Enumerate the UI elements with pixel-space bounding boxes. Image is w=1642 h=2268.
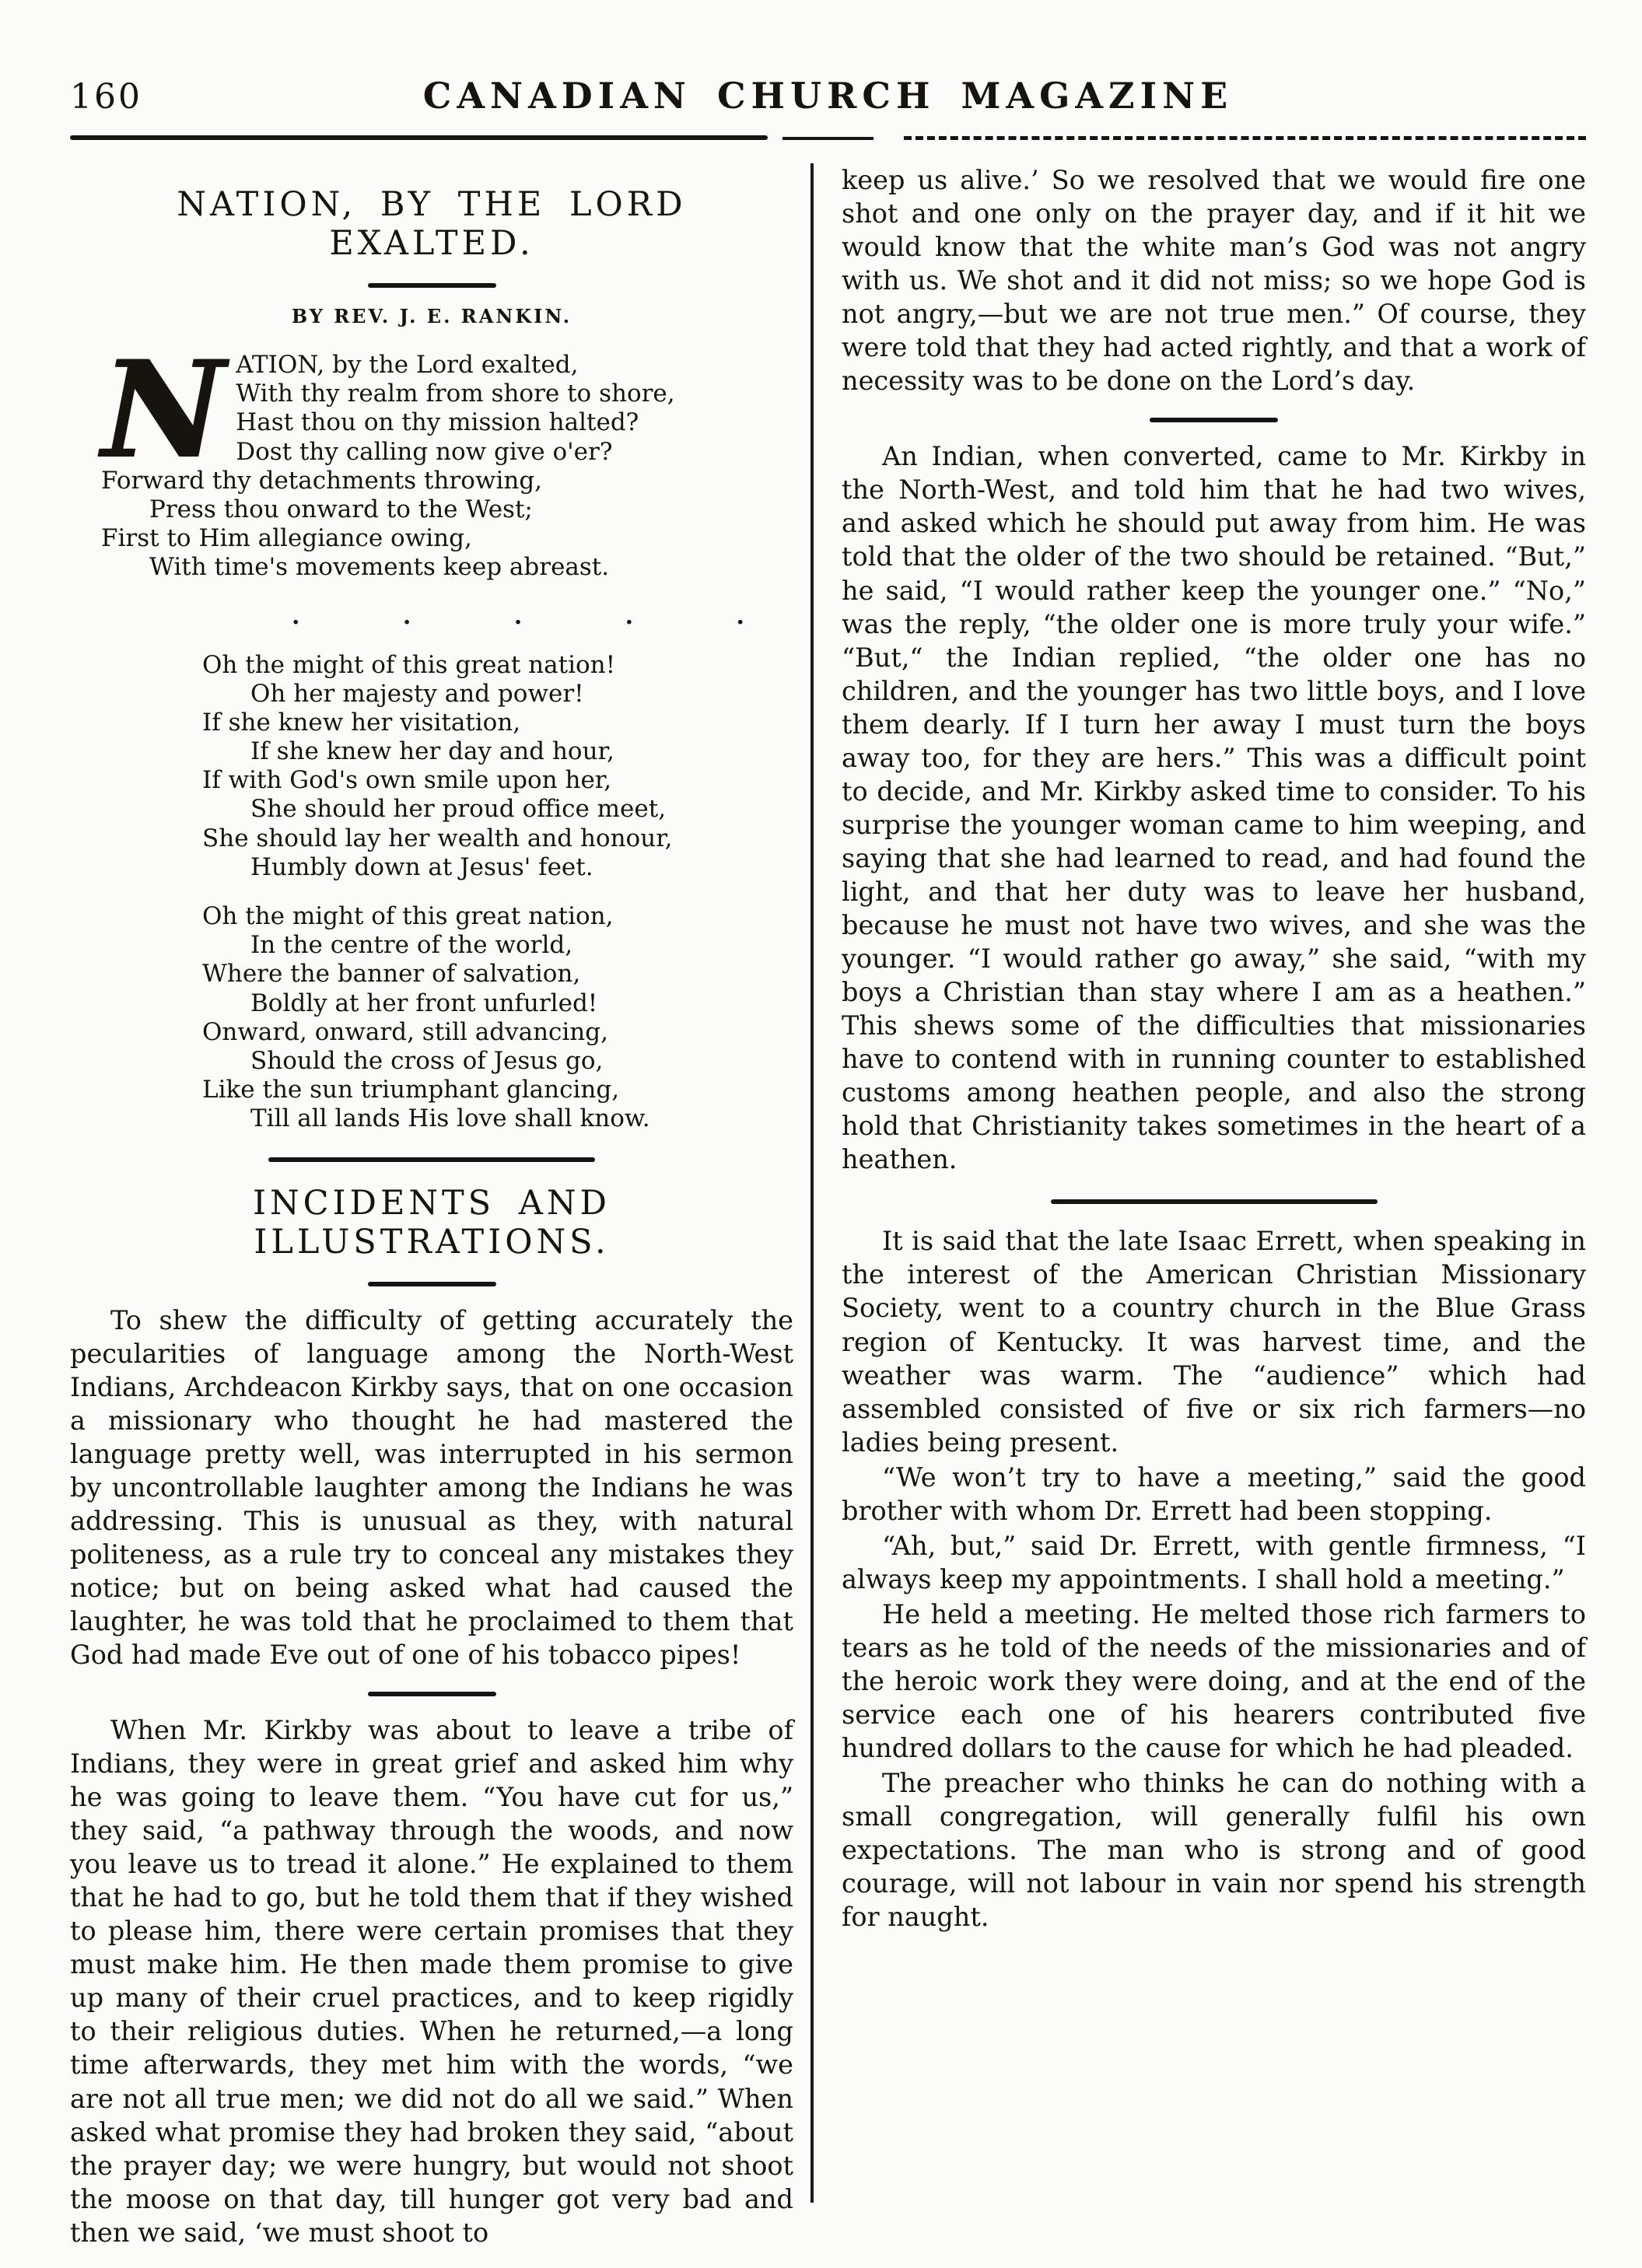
header-rule-right	[904, 136, 1586, 140]
two-column-layout	[70, 163, 1586, 2249]
poem-line: She should lay her wealth and honour,	[202, 824, 673, 852]
page-header	[70, 75, 1586, 117]
poem-line: In the centre of the world,	[250, 931, 573, 960]
paragraph: “Ah, but,” said Dr. Errett, with gentle firmness, “I always keep my appointments. I shall hold a meeting.”	[842, 1530, 1586, 1594]
poem-line: Press thou onward to the West;	[149, 495, 533, 523]
poem-line: Where the banner of salvation,	[202, 960, 581, 989]
poem-title: NATION, BY THE LORD EXALTED.	[177, 185, 687, 263]
poem-line: Should the cross of Jesus go,	[250, 1046, 604, 1075]
poem-stanza-3	[202, 902, 793, 1134]
section-rule	[368, 1692, 496, 1696]
section-rule	[1051, 1199, 1378, 1204]
poem-line: If she knew her visitation,	[202, 708, 521, 737]
poem-stanza-2	[202, 651, 793, 883]
poem-line: Oh the might of this great nation,	[202, 902, 614, 930]
poem-byline: BY REV. J. E. RANKIN.	[291, 305, 572, 327]
poem-line: Like the sun triumphant glancing,	[202, 1076, 620, 1104]
section-rule	[268, 1157, 595, 1162]
incidents-title: INCIDENTS AND ILLUSTRATIONS.	[253, 1183, 611, 1262]
left-column	[70, 163, 810, 2249]
poem-line: Dost thy calling now give o'er?	[236, 437, 613, 466]
poem	[70, 331, 793, 1134]
poem-line: First to Him allegiance owing,	[101, 524, 472, 553]
poem-line: Forward thy detachments throwing,	[101, 466, 543, 495]
stanza-separator-dots: . . . . .	[292, 602, 746, 630]
poem-line: With thy realm from shore to shore,	[236, 380, 675, 408]
page-number: 160	[70, 77, 142, 117]
header-rule-left	[70, 135, 768, 140]
poem-line: Oh her majesty and power!	[250, 679, 584, 708]
header-rule	[70, 134, 1586, 145]
paragraph: To shew the difficulty of getting accurately the pecularities of language among the North-West Indians, Archdeacon Kirkby says, that on one occasion a missionary who thought he had mastered the language pretty well, was interrupted in his sermon by uncontrollable laughter among the Indians he was addressing. This is unusual as they, with natural politeness, as a rule try to conceal any mistakes they notice; but on being asked what had caused the laughter, he was told that he proclaimed to them that God had made Eve out of one of his tobacco pipes!	[70, 1304, 793, 1670]
poem-line: If she knew her day and hour,	[250, 737, 614, 766]
poem-line: If with God's own smile upon her,	[202, 766, 612, 795]
poem-line: ATION, by the Lord exalted,	[236, 351, 579, 379]
paragraph: “We won’t try to have a meeting,” said the good brother with whom Dr. Errett had been stopping.	[842, 1461, 1586, 1526]
poem-line: She should her proud office meet,	[250, 795, 667, 824]
title-rule	[368, 283, 496, 288]
paragraph: keep us alive.’ So we resolved that we would fire one shot and one only on the prayer day, and if it hit we would know that the white man’s God was not angry with us. We shot and it did not miss; so we hope God is not angry,—but we are not true men.” Of course, they were told that they had acted rightly, and that a work of necessity was to be done on the Lord’s day.	[842, 165, 1586, 397]
poem-line: Boldly at her front unfurled!	[250, 989, 598, 1017]
magazine-title: CANADIAN CHURCH MAGAZINE	[422, 75, 1234, 117]
paragraph: He held a meeting. He melted those rich farmers to tears as he told of the needs of the missionaries and of the heroic work they were doing, and at the end of the service each one of his hearers contributed five hundred dollars to the cause for which he had pleaded.	[842, 1598, 1586, 1764]
header-rule-mid	[782, 137, 874, 140]
poem-line: Oh the might of this great nation!	[202, 650, 616, 679]
right-column	[814, 163, 1586, 2249]
poem-line: Onward, onward, still advancing,	[202, 1017, 608, 1046]
section-rule	[1150, 418, 1278, 422]
title-rule	[368, 1282, 496, 1286]
paragraph: When Mr. Kirkby was about to leave a tribe of Indians, they were in great grief and asked him why he was going to leave them. “You have cut for us,” they said, “a pathway through the woods, and now you leave us to tread it alone.” He explained to them that he had to go, but he told them that if they wished to please him, there were certain promises that they must make him. He then made them promise to give up many of their cruel practices, and to keep rigidly to their religious duties. When he returned,—a long time afterwards, they met him with the words, “we are not all true men; we did not do all we said.” When asked what promise they had broken they said, “about the prayer day; we were hungry, but would not shoot the moose on that day, till hunger got very bad and then we said, ‘we must shoot to	[70, 1715, 793, 2248]
paragraph: It is said that the late Isaac Errett, when speaking in the interest of the American Christian Missionary Society, went to a country church in the Blue Grass region of Kentucky. It was harvest time, and the weather was warm. The “audience” which had assembled consisted of five or six rich farmers—no ladies being present.	[842, 1226, 1586, 1458]
paragraph: The preacher who thinks he can do nothing with a small congregation, will generally fulfil his own expectations. The man who is strong and of good courage, will not labour in vain nor spend his strength for naught.	[842, 1768, 1586, 1933]
poem-stanza-1	[101, 331, 793, 583]
poem-line: Hast thou on thy mission halted?	[236, 408, 639, 437]
poem-line: With time's movements keep abreast.	[149, 553, 610, 582]
poem-line: Humbly down at Jesus' feet.	[250, 852, 593, 881]
poem-drop-cap: N	[101, 331, 224, 488]
poem-line: Till all lands His love shall know.	[250, 1104, 650, 1133]
paragraph: An Indian, when converted, came to Mr. Kirkby in the North-West, and told him that he had two wives, and asked which he should put away from him. He was told that the older of the two should be retained. “But,” he said, “I would rather keep the younger one.” “No,” was the reply, “the older one is more truly your wife.” “But,“ the Indian replied, “the older one has no children, and the younger has two little boys, and I love them dearly. If I turn her away I must turn the boys away too, for they are hers.” This was a difficult point to decide, and Mr. Kirkby asked time to consider. To his surprise the younger woman came to him weeping, and saying that she had learned to read, and had found the light, and that her duty was to leave her husband, because he must not have two wives, and she was the younger. “I would rather go away,” she said, “with my boys a Christian than stay where I am as a heathen.” This shews some of the difficulties that missionaries have to contend with in running counter to established customs among heathen people, and also the strong hold that Christianity takes sometimes in the heart of a heathen.	[842, 441, 1586, 1175]
